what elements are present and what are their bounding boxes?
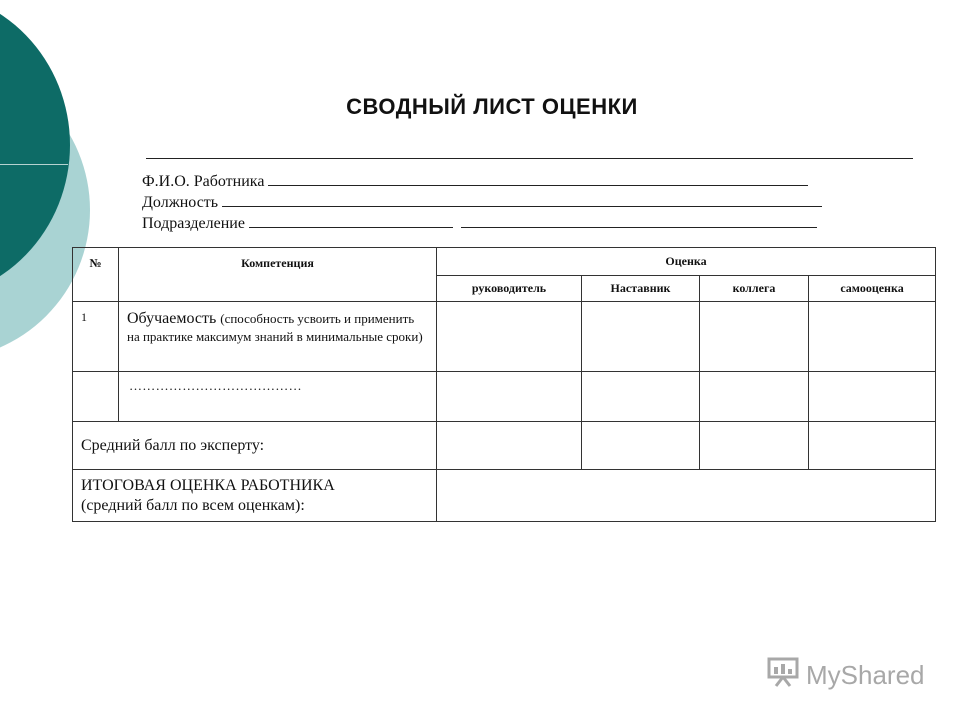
average-manager[interactable] bbox=[437, 422, 582, 470]
department-field bbox=[142, 212, 822, 233]
score-mentor[interactable] bbox=[582, 302, 700, 372]
fio-label: Ф.И.О. Работника bbox=[142, 173, 265, 190]
watermark-text: MyShared bbox=[806, 660, 925, 690]
header-num: № bbox=[73, 248, 119, 302]
rating-table bbox=[72, 247, 936, 522]
score-mentor[interactable] bbox=[582, 372, 700, 422]
average-colleague[interactable] bbox=[700, 422, 809, 470]
total-label bbox=[73, 470, 437, 522]
score-colleague[interactable] bbox=[700, 302, 809, 372]
row-num: 1 bbox=[73, 302, 119, 372]
average-self[interactable] bbox=[809, 422, 936, 470]
average-label: Средний балл по эксперту: bbox=[73, 422, 437, 470]
employee-fields bbox=[142, 170, 822, 233]
score-manager[interactable] bbox=[437, 302, 582, 372]
subheader-mentor: Наставник bbox=[582, 276, 700, 302]
table-row bbox=[73, 302, 936, 372]
decorative-line bbox=[0, 164, 68, 165]
score-manager[interactable] bbox=[437, 372, 582, 422]
fio-field bbox=[142, 170, 822, 191]
subheader-colleague: коллега bbox=[700, 276, 809, 302]
department-label: Подразделение bbox=[142, 215, 245, 232]
score-self[interactable] bbox=[809, 372, 936, 422]
average-mentor[interactable] bbox=[582, 422, 700, 470]
subheader-manager: руководитель bbox=[437, 276, 582, 302]
competence-desc: (способность усвоить и применить на практике максимум знаний в минимальные сроки) bbox=[127, 311, 423, 344]
fio-line bbox=[268, 170, 808, 186]
row-num bbox=[73, 372, 119, 422]
competence-placeholder: ………………………………… bbox=[119, 372, 437, 422]
department-line-1 bbox=[249, 212, 453, 228]
total-label-line2: (средний балл по всем оценкам): bbox=[81, 496, 305, 514]
title-rule bbox=[146, 158, 913, 159]
position-line bbox=[222, 191, 822, 207]
header-row bbox=[73, 248, 936, 276]
header-competence: Компетенция bbox=[119, 248, 437, 302]
presentation-icon bbox=[766, 657, 800, 694]
subheader-self: самооценка bbox=[809, 276, 936, 302]
position-label: Должность bbox=[142, 194, 219, 211]
position-field bbox=[142, 191, 822, 212]
table-row bbox=[73, 372, 936, 422]
score-colleague[interactable] bbox=[700, 372, 809, 422]
total-label-line1: ИТОГОВАЯ ОЦЕНКА РАБОТНИКА bbox=[81, 476, 335, 494]
page-title: СВОДНЫЙ ЛИСТ ОЦЕНКИ bbox=[346, 94, 638, 119]
header-rating: Оценка bbox=[437, 248, 936, 276]
total-row bbox=[73, 470, 936, 522]
competence-cell bbox=[119, 302, 437, 372]
total-score[interactable] bbox=[437, 470, 936, 522]
department-line-2 bbox=[461, 212, 817, 228]
average-row bbox=[73, 422, 936, 470]
score-self[interactable] bbox=[809, 302, 936, 372]
watermark-logo bbox=[766, 657, 925, 694]
competence-title: Обучаемость bbox=[127, 310, 217, 327]
